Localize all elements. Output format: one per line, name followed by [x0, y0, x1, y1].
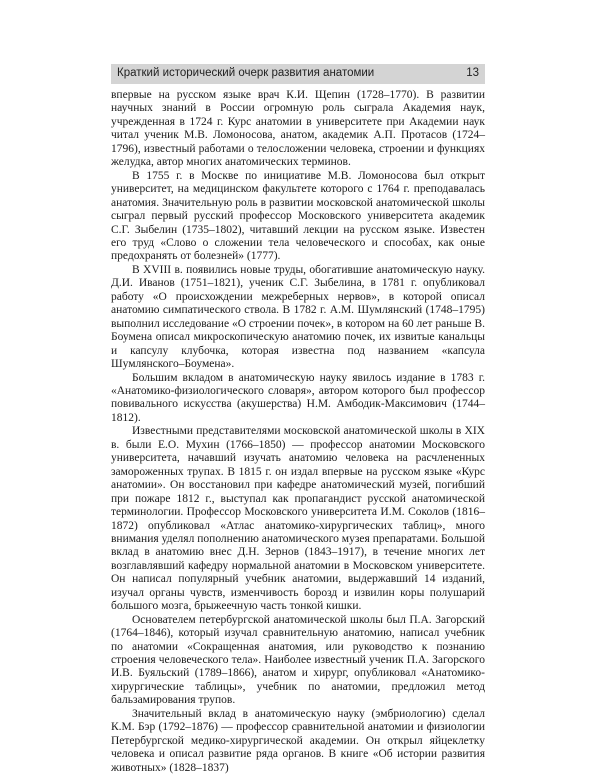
running-header — [111, 64, 485, 84]
body-text — [111, 89, 485, 775]
paragraph: Основателем петербургской анатомической школы был П.А. Загорский (1764–1846), который изучал сравнительную анатомию, написал учебник по анатомии «Сокращенная анатомия, или руководство к познанию строения человеческого тела». Наиболее известный ученик П.А. Загорского И.В. Буяльский (1789–1866), анатом и хирург, опубликовал «Анатомико-хирургические таблицы», учебник по анатомии, предложил метод бальзамирования трупов. — [111, 613, 485, 707]
page-number: 13 — [466, 67, 479, 79]
paragraph: В XVIII в. появились новые труды, обогатившие анатомическую науку. Д.И. Иванов (1751–1821), ученик С.Г. Зыбелина, в 1781 г. опубликовал работу «О происхождении межреберных нервов», в которой описал анатомию симпатического ствола. В 1782 г. А.М. Шумлянский (1748–1795) выполнил исследование «О строении почек», в котором на 60 лет раньше В. Боумена описал микроскопическую анатомию почек, их извитые канальцы и капсулу клубочка, которая известна под названием «капсула Шумлянского–Боумена». — [111, 263, 485, 371]
paragraph: впервые на русском языке врач К.И. Щепин (1728–1770). В развитии научных знаний в России огромную роль сыграла Академия наук, учрежденная в 1724 г. Курс анатомии в университете при Академии наук читал ученик М.В. Ломоносова, анатом, академик А.П. Протасов (1724–1796), известный работами о телосложении человека, строении и функциях желудка, автор многих анатомических терминов. — [111, 89, 485, 169]
paragraph: Большим вкладом в анатомическую науку явилось издание в 1783 г. «Анатомико-физиологического словаря», автором которого был профессор повивального искусства (акушерства) Н.М. Амбодик-Максимович (1744–1812). — [111, 371, 485, 424]
paragraph: В 1755 г. в Москве по инициативе М.В. Ломоносова был открыт университет, на медицинском факультете которого с 1764 г. преподавалась анатомия. Значительную роль в развитии московской анатомической школы сыграл первый русский профессор Московского университета академик С.Г. Зыбелин (1735–1802), читавший лекции на русском языке. Известен его труд «Слово о сложении тела человеческого и способах, как оные предохранять от болезней» (1777). — [111, 169, 485, 263]
paragraph: Значительный вклад в анатомическую науку (эмбриологию) сделал К.М. Бэр (1792–1876) — профессор сравнительной анатомии и физиологии Петербургской медико-хирургической академии. Он открыл яйцеклетку человека и описал развитие ряда органов. В книге «Об истории развития животных» (1828–1837) — [111, 707, 485, 774]
running-header-title: Краткий исторический очерк развития анатомии — [117, 67, 375, 79]
paragraph: Известными представителями московской анатомической школы в XIX в. были Е.О. Мухин (1766–1850) — профессор анатомии Московского университета, начавший изучать анатомию человека на расчлененных замороженных трупах. В 1815 г. он издал впервые на русском языке «Курс анатомии». Он восстановил при кафедре анатомический музей, погибший при пожаре 1812 г., выступал как пропагандист русской анатомической терминологии. Профессор Московского университета И.М. Соколов (1816–1872) опубликовал «Атлас анатомико-хирургических таблиц», много внимания уделял пополнению анатомического музея препаратами. Большой вклад в анатомию внес Д.Н. Зернов (1843–1917), в течение многих лет возглавлявший кафедру нормальной анатомии в Московском университете. Он написал популярный учебник анатомии, выдержавший 14 изданий, изучал органы чувств, изменчивость борозд и извилин коры полушарий большого мозга, брыжеечную часть тонкой кишки. — [111, 425, 485, 613]
